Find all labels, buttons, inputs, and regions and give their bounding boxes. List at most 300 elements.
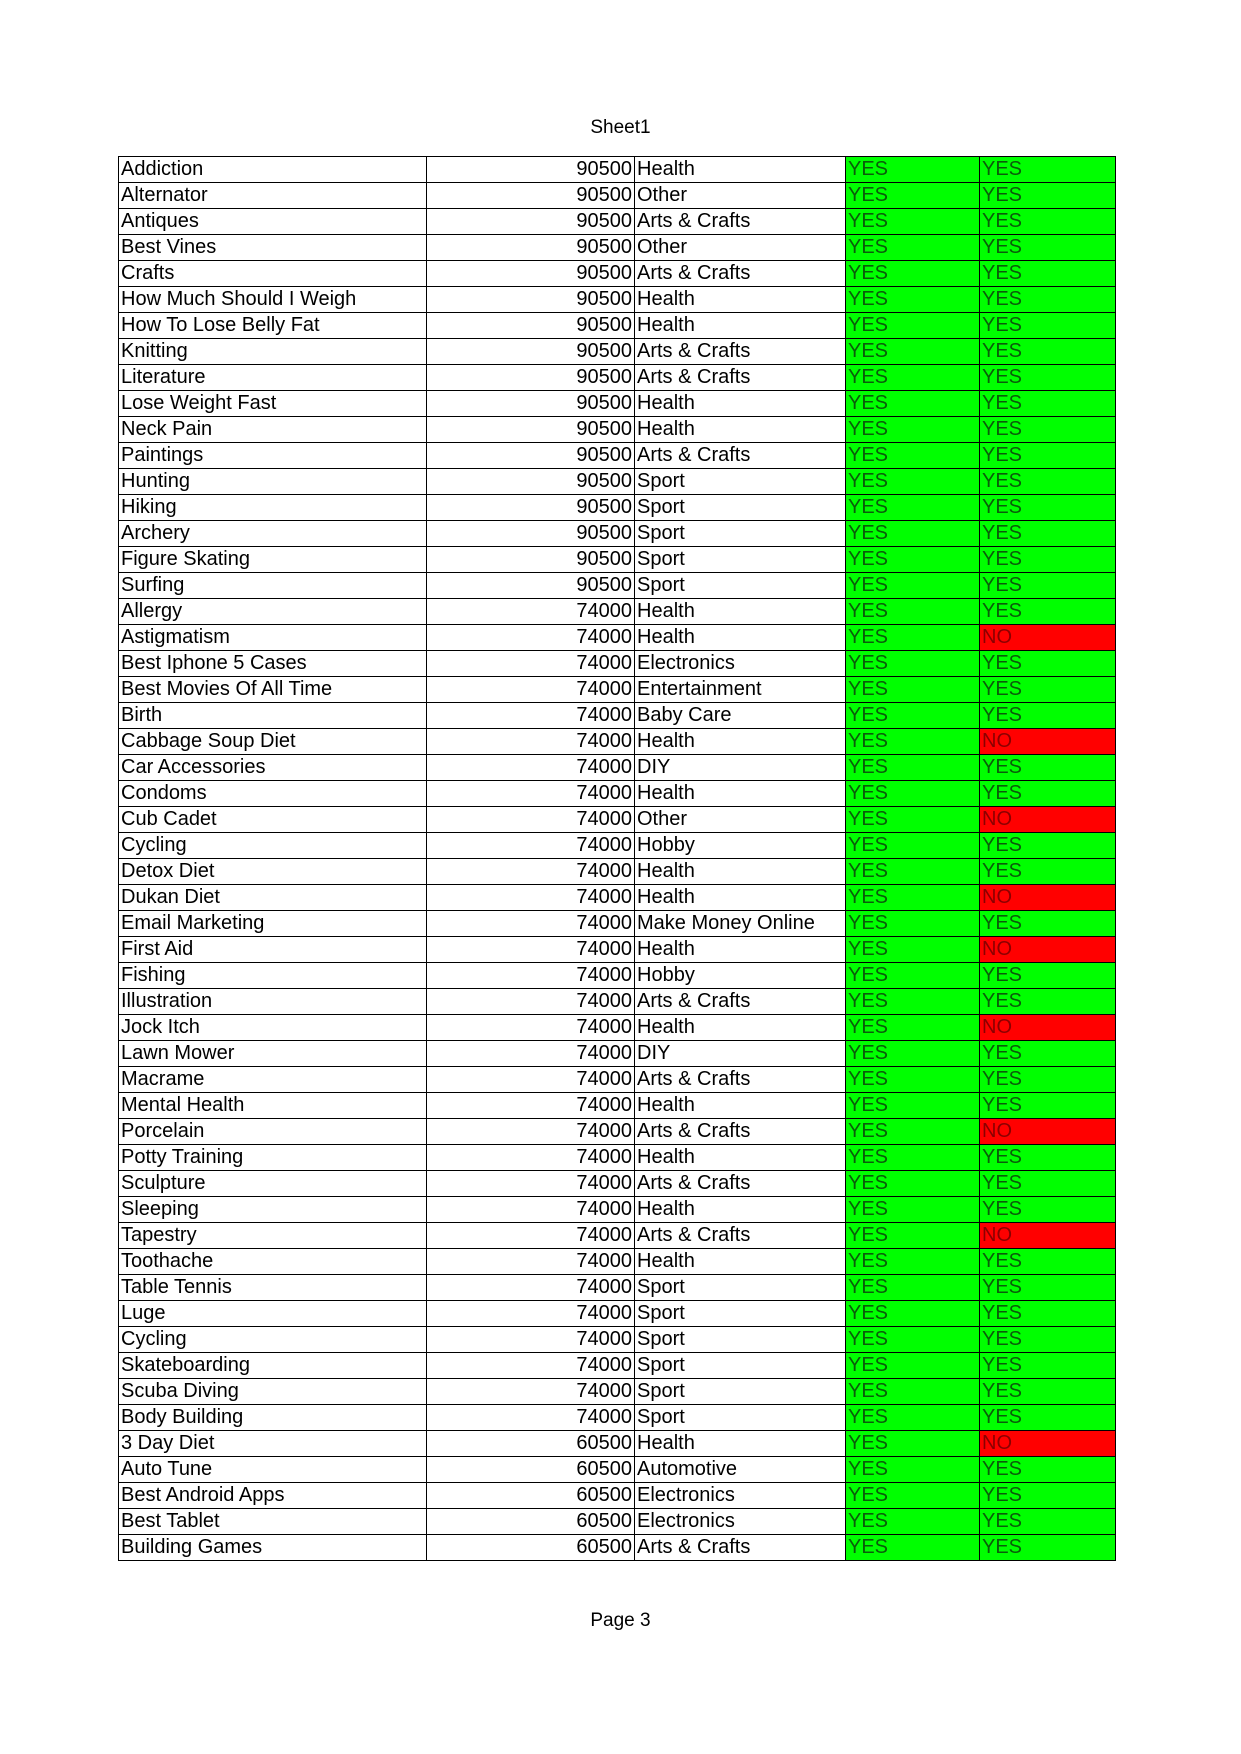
- table-row: [119, 963, 1116, 989]
- flag-a-cell[interactable]: YES: [846, 1535, 980, 1561]
- volume-cell[interactable]: 74000: [427, 1379, 635, 1405]
- flag-b-cell[interactable]: YES: [980, 443, 1116, 469]
- keyword-cell[interactable]: Best Android Apps: [119, 1483, 427, 1509]
- flag-a-cell[interactable]: YES: [846, 1509, 980, 1535]
- category-cell[interactable]: Sport: [635, 1275, 846, 1301]
- keyword-cell[interactable]: Antiques: [119, 209, 427, 235]
- volume-cell[interactable]: 74000: [427, 1223, 635, 1249]
- flag-b-cell[interactable]: YES: [980, 1353, 1116, 1379]
- volume-cell[interactable]: 74000: [427, 885, 635, 911]
- keyword-cell[interactable]: Literature: [119, 365, 427, 391]
- category-cell[interactable]: DIY: [635, 1041, 846, 1067]
- flag-a-cell[interactable]: YES: [846, 209, 980, 235]
- keyword-cell[interactable]: Crafts: [119, 261, 427, 287]
- flag-a-cell[interactable]: YES: [846, 261, 980, 287]
- table-row: [119, 1145, 1116, 1171]
- flag-a-cell[interactable]: YES: [846, 885, 980, 911]
- category-cell[interactable]: Arts & Crafts: [635, 1171, 846, 1197]
- flag-b-cell[interactable]: YES: [980, 911, 1116, 937]
- volume-cell[interactable]: 74000: [427, 1405, 635, 1431]
- table-row: [119, 651, 1116, 677]
- category-cell[interactable]: Health: [635, 157, 846, 183]
- keyword-cell[interactable]: Alternator: [119, 183, 427, 209]
- keyword-cell[interactable]: Sleeping: [119, 1197, 427, 1223]
- flag-b-cell[interactable]: YES: [980, 1067, 1116, 1093]
- category-cell[interactable]: Arts & Crafts: [635, 443, 846, 469]
- table-row: [119, 781, 1116, 807]
- category-cell[interactable]: Arts & Crafts: [635, 261, 846, 287]
- keyword-cell[interactable]: Jock Itch: [119, 1015, 427, 1041]
- flag-a-cell[interactable]: YES: [846, 469, 980, 495]
- table-row: [119, 755, 1116, 781]
- flag-b-cell[interactable]: YES: [980, 859, 1116, 885]
- flag-a-cell[interactable]: YES: [846, 1197, 980, 1223]
- keyword-cell[interactable]: Illustration: [119, 989, 427, 1015]
- flag-a-cell[interactable]: YES: [846, 937, 980, 963]
- volume-cell[interactable]: 74000: [427, 651, 635, 677]
- keyword-cell[interactable]: Detox Diet: [119, 859, 427, 885]
- flag-a-cell[interactable]: YES: [846, 703, 980, 729]
- category-cell[interactable]: Sport: [635, 1353, 846, 1379]
- volume-cell[interactable]: 74000: [427, 599, 635, 625]
- volume-cell[interactable]: 74000: [427, 781, 635, 807]
- volume-cell[interactable]: 74000: [427, 755, 635, 781]
- category-cell[interactable]: DIY: [635, 755, 846, 781]
- flag-b-cell[interactable]: YES: [980, 963, 1116, 989]
- category-cell[interactable]: Arts & Crafts: [635, 1223, 846, 1249]
- category-cell[interactable]: Electronics: [635, 1509, 846, 1535]
- table-row: [119, 911, 1116, 937]
- flag-a-cell[interactable]: YES: [846, 807, 980, 833]
- flag-a-cell[interactable]: YES: [846, 1431, 980, 1457]
- table-row: [119, 937, 1116, 963]
- category-cell[interactable]: Arts & Crafts: [635, 1067, 846, 1093]
- volume-cell[interactable]: 74000: [427, 1327, 635, 1353]
- flag-b-cell[interactable]: YES: [980, 599, 1116, 625]
- category-cell[interactable]: Make Money Online: [635, 911, 846, 937]
- keyword-cell[interactable]: Astigmatism: [119, 625, 427, 651]
- flag-b-cell[interactable]: YES: [980, 1483, 1116, 1509]
- flag-b-cell[interactable]: YES: [980, 339, 1116, 365]
- volume-cell[interactable]: 74000: [427, 989, 635, 1015]
- volume-cell[interactable]: 74000: [427, 703, 635, 729]
- volume-cell[interactable]: 90500: [427, 521, 635, 547]
- keyword-cell[interactable]: Figure Skating: [119, 547, 427, 573]
- table-row: [119, 209, 1116, 235]
- keyword-cell[interactable]: Building Games: [119, 1535, 427, 1561]
- category-cell[interactable]: Health: [635, 1015, 846, 1041]
- flag-b-cell[interactable]: YES: [980, 1145, 1116, 1171]
- volume-cell[interactable]: 90500: [427, 443, 635, 469]
- flag-a-cell[interactable]: YES: [846, 573, 980, 599]
- flag-b-cell[interactable]: YES: [980, 1249, 1116, 1275]
- volume-cell[interactable]: 90500: [427, 469, 635, 495]
- flag-b-cell[interactable]: YES: [980, 521, 1116, 547]
- flag-b-cell[interactable]: YES: [980, 1093, 1116, 1119]
- volume-cell[interactable]: 74000: [427, 1119, 635, 1145]
- flag-a-cell[interactable]: YES: [846, 1353, 980, 1379]
- flag-a-cell[interactable]: YES: [846, 287, 980, 313]
- category-cell[interactable]: Health: [635, 287, 846, 313]
- category-cell[interactable]: Sport: [635, 521, 846, 547]
- flag-b-cell[interactable]: YES: [980, 417, 1116, 443]
- keyword-cell[interactable]: How To Lose Belly Fat: [119, 313, 427, 339]
- category-cell[interactable]: Arts & Crafts: [635, 339, 846, 365]
- table-row: [119, 1353, 1116, 1379]
- keyword-cell[interactable]: Email Marketing: [119, 911, 427, 937]
- flag-b-cell[interactable]: NO: [980, 1223, 1116, 1249]
- flag-b-cell[interactable]: YES: [980, 1327, 1116, 1353]
- keyword-cell[interactable]: Car Accessories: [119, 755, 427, 781]
- flag-b-cell[interactable]: YES: [980, 1197, 1116, 1223]
- flag-a-cell[interactable]: YES: [846, 1171, 980, 1197]
- category-cell[interactable]: Health: [635, 1249, 846, 1275]
- volume-cell[interactable]: 74000: [427, 677, 635, 703]
- keyword-cell[interactable]: Scuba Diving: [119, 1379, 427, 1405]
- keyword-cell[interactable]: Birth: [119, 703, 427, 729]
- category-cell[interactable]: Hobby: [635, 833, 846, 859]
- sheet-title: Sheet1: [590, 117, 651, 138]
- keyword-cell[interactable]: Hunting: [119, 469, 427, 495]
- category-cell[interactable]: Other: [635, 235, 846, 261]
- category-cell[interactable]: Electronics: [635, 1483, 846, 1509]
- volume-cell[interactable]: 90500: [427, 183, 635, 209]
- table-row: [119, 1249, 1116, 1275]
- keyword-cell[interactable]: Knitting: [119, 339, 427, 365]
- category-cell[interactable]: Hobby: [635, 963, 846, 989]
- volume-cell[interactable]: 74000: [427, 963, 635, 989]
- category-cell[interactable]: Arts & Crafts: [635, 1119, 846, 1145]
- keyword-cell[interactable]: Lose Weight Fast: [119, 391, 427, 417]
- category-cell[interactable]: Health: [635, 1145, 846, 1171]
- volume-cell[interactable]: 60500: [427, 1535, 635, 1561]
- volume-cell[interactable]: 74000: [427, 1171, 635, 1197]
- volume-cell[interactable]: 90500: [427, 339, 635, 365]
- flag-a-cell[interactable]: YES: [846, 339, 980, 365]
- flag-a-cell[interactable]: YES: [846, 313, 980, 339]
- category-cell[interactable]: Health: [635, 599, 846, 625]
- table-row: [119, 1509, 1116, 1535]
- flag-a-cell[interactable]: YES: [846, 651, 980, 677]
- flag-b-cell[interactable]: NO: [980, 1119, 1116, 1145]
- category-cell[interactable]: Arts & Crafts: [635, 209, 846, 235]
- category-cell[interactable]: Health: [635, 1431, 846, 1457]
- volume-cell[interactable]: 90500: [427, 365, 635, 391]
- category-cell[interactable]: Health: [635, 885, 846, 911]
- category-cell[interactable]: Sport: [635, 1405, 846, 1431]
- keyword-cell[interactable]: Cub Cadet: [119, 807, 427, 833]
- volume-cell[interactable]: 60500: [427, 1431, 635, 1457]
- volume-cell[interactable]: 90500: [427, 547, 635, 573]
- category-cell[interactable]: Other: [635, 183, 846, 209]
- volume-cell[interactable]: 74000: [427, 807, 635, 833]
- flag-b-cell[interactable]: YES: [980, 1041, 1116, 1067]
- flag-b-cell[interactable]: YES: [980, 1405, 1116, 1431]
- keyword-cell[interactable]: Tapestry: [119, 1223, 427, 1249]
- keyword-cell[interactable]: Neck Pain: [119, 417, 427, 443]
- table-row: [119, 547, 1116, 573]
- flag-a-cell[interactable]: YES: [846, 833, 980, 859]
- keyword-cell[interactable]: Surfing: [119, 573, 427, 599]
- flag-a-cell[interactable]: YES: [846, 963, 980, 989]
- volume-cell[interactable]: 90500: [427, 261, 635, 287]
- flag-b-cell[interactable]: YES: [980, 209, 1116, 235]
- volume-cell[interactable]: 74000: [427, 859, 635, 885]
- flag-b-cell[interactable]: YES: [980, 989, 1116, 1015]
- flag-a-cell[interactable]: YES: [846, 521, 980, 547]
- volume-cell[interactable]: 74000: [427, 1275, 635, 1301]
- category-cell[interactable]: Sport: [635, 1379, 846, 1405]
- flag-a-cell[interactable]: YES: [846, 183, 980, 209]
- flag-a-cell[interactable]: YES: [846, 1275, 980, 1301]
- flag-b-cell[interactable]: NO: [980, 937, 1116, 963]
- flag-a-cell[interactable]: YES: [846, 1041, 980, 1067]
- keyword-cell[interactable]: Archery: [119, 521, 427, 547]
- keyword-cell[interactable]: Best Vines: [119, 235, 427, 261]
- flag-a-cell[interactable]: YES: [846, 1457, 980, 1483]
- flag-b-cell[interactable]: YES: [980, 1535, 1116, 1561]
- volume-cell[interactable]: 74000: [427, 1093, 635, 1119]
- category-cell[interactable]: Other: [635, 807, 846, 833]
- volume-cell[interactable]: 90500: [427, 313, 635, 339]
- flag-b-cell[interactable]: YES: [980, 157, 1116, 183]
- category-cell[interactable]: Arts & Crafts: [635, 365, 846, 391]
- flag-a-cell[interactable]: YES: [846, 365, 980, 391]
- keyword-cell[interactable]: First Aid: [119, 937, 427, 963]
- flag-a-cell[interactable]: YES: [846, 989, 980, 1015]
- category-cell[interactable]: Sport: [635, 547, 846, 573]
- category-cell[interactable]: Health: [635, 729, 846, 755]
- flag-a-cell[interactable]: YES: [846, 391, 980, 417]
- flag-b-cell[interactable]: YES: [980, 1301, 1116, 1327]
- keyword-cell[interactable]: Luge: [119, 1301, 427, 1327]
- table-row: [119, 1405, 1116, 1431]
- category-cell[interactable]: Entertainment: [635, 677, 846, 703]
- flag-b-cell[interactable]: NO: [980, 1015, 1116, 1041]
- category-cell[interactable]: Health: [635, 1093, 846, 1119]
- table-row: [119, 807, 1116, 833]
- category-cell[interactable]: Sport: [635, 1301, 846, 1327]
- flag-a-cell[interactable]: YES: [846, 1119, 980, 1145]
- volume-cell[interactable]: 74000: [427, 911, 635, 937]
- flag-b-cell[interactable]: YES: [980, 651, 1116, 677]
- category-cell[interactable]: Health: [635, 1197, 846, 1223]
- flag-a-cell[interactable]: YES: [846, 1379, 980, 1405]
- flag-b-cell[interactable]: YES: [980, 703, 1116, 729]
- table-row: [119, 885, 1116, 911]
- keyword-cell[interactable]: Best Iphone 5 Cases: [119, 651, 427, 677]
- flag-a-cell[interactable]: YES: [846, 1015, 980, 1041]
- keyword-cell[interactable]: Body Building: [119, 1405, 427, 1431]
- flag-a-cell[interactable]: YES: [846, 1301, 980, 1327]
- keyword-cell[interactable]: Best Tablet: [119, 1509, 427, 1535]
- volume-cell[interactable]: 90500: [427, 235, 635, 261]
- volume-cell[interactable]: 74000: [427, 729, 635, 755]
- volume-cell[interactable]: 74000: [427, 625, 635, 651]
- table-row: [119, 1275, 1116, 1301]
- table-row: [119, 599, 1116, 625]
- flag-b-cell[interactable]: YES: [980, 1457, 1116, 1483]
- table-row: [119, 157, 1116, 183]
- flag-a-cell[interactable]: YES: [846, 547, 980, 573]
- keyword-cell[interactable]: Table Tennis: [119, 1275, 427, 1301]
- category-cell[interactable]: Sport: [635, 469, 846, 495]
- flag-a-cell[interactable]: YES: [846, 911, 980, 937]
- flag-b-cell[interactable]: NO: [980, 807, 1116, 833]
- flag-b-cell[interactable]: YES: [980, 833, 1116, 859]
- volume-cell[interactable]: 74000: [427, 1067, 635, 1093]
- category-cell[interactable]: Sport: [635, 573, 846, 599]
- keyword-cell[interactable]: Skateboarding: [119, 1353, 427, 1379]
- flag-b-cell[interactable]: YES: [980, 495, 1116, 521]
- flag-a-cell[interactable]: YES: [846, 729, 980, 755]
- category-cell[interactable]: Sport: [635, 1327, 846, 1353]
- keyword-cell[interactable]: Best Movies Of All Time: [119, 677, 427, 703]
- table-row: [119, 495, 1116, 521]
- flag-a-cell[interactable]: YES: [846, 859, 980, 885]
- flag-a-cell[interactable]: YES: [846, 1093, 980, 1119]
- flag-b-cell[interactable]: YES: [980, 287, 1116, 313]
- flag-b-cell[interactable]: YES: [980, 781, 1116, 807]
- volume-cell[interactable]: 90500: [427, 495, 635, 521]
- table-row: [119, 1119, 1116, 1145]
- flag-a-cell[interactable]: YES: [846, 781, 980, 807]
- flag-b-cell[interactable]: YES: [980, 1379, 1116, 1405]
- volume-cell[interactable]: 90500: [427, 391, 635, 417]
- flag-b-cell[interactable]: YES: [980, 677, 1116, 703]
- flag-b-cell[interactable]: NO: [980, 729, 1116, 755]
- keyword-cell[interactable]: Hiking: [119, 495, 427, 521]
- table-row: [119, 573, 1116, 599]
- category-cell[interactable]: Health: [635, 417, 846, 443]
- flag-b-cell[interactable]: YES: [980, 1171, 1116, 1197]
- category-cell[interactable]: Electronics: [635, 651, 846, 677]
- keyword-cell[interactable]: Toothache: [119, 1249, 427, 1275]
- volume-cell[interactable]: 90500: [427, 157, 635, 183]
- category-cell[interactable]: Baby Care: [635, 703, 846, 729]
- volume-cell[interactable]: 74000: [427, 1015, 635, 1041]
- flag-b-cell[interactable]: YES: [980, 573, 1116, 599]
- volume-cell[interactable]: 74000: [427, 1041, 635, 1067]
- volume-cell[interactable]: 60500: [427, 1509, 635, 1535]
- keyword-cell[interactable]: Cycling: [119, 1327, 427, 1353]
- flag-a-cell[interactable]: YES: [846, 755, 980, 781]
- flag-a-cell[interactable]: YES: [846, 1145, 980, 1171]
- volume-cell[interactable]: 74000: [427, 1249, 635, 1275]
- flag-a-cell[interactable]: YES: [846, 599, 980, 625]
- flag-a-cell[interactable]: YES: [846, 417, 980, 443]
- volume-cell[interactable]: 74000: [427, 1145, 635, 1171]
- category-cell[interactable]: Sport: [635, 495, 846, 521]
- keyword-cell[interactable]: Lawn Mower: [119, 1041, 427, 1067]
- flag-b-cell[interactable]: NO: [980, 885, 1116, 911]
- keyword-cell[interactable]: Paintings: [119, 443, 427, 469]
- category-cell[interactable]: Health: [635, 391, 846, 417]
- keyword-cell[interactable]: How Much Should I Weigh: [119, 287, 427, 313]
- volume-cell[interactable]: 74000: [427, 1353, 635, 1379]
- keyword-cell[interactable]: Allergy: [119, 599, 427, 625]
- keyword-cell[interactable]: Auto Tune: [119, 1457, 427, 1483]
- keyword-cell[interactable]: Porcelain: [119, 1119, 427, 1145]
- volume-cell[interactable]: 90500: [427, 417, 635, 443]
- flag-b-cell[interactable]: YES: [980, 365, 1116, 391]
- flag-a-cell[interactable]: YES: [846, 495, 980, 521]
- category-cell[interactable]: Arts & Crafts: [635, 989, 846, 1015]
- keyword-cell[interactable]: Cycling: [119, 833, 427, 859]
- flag-b-cell[interactable]: NO: [980, 1431, 1116, 1457]
- volume-cell[interactable]: 90500: [427, 287, 635, 313]
- keyword-cell[interactable]: Cabbage Soup Diet: [119, 729, 427, 755]
- category-cell[interactable]: Health: [635, 859, 846, 885]
- keyword-cell[interactable]: Fishing: [119, 963, 427, 989]
- keyword-cell[interactable]: Mental Health: [119, 1093, 427, 1119]
- table-row: [119, 1093, 1116, 1119]
- volume-cell[interactable]: 90500: [427, 573, 635, 599]
- volume-cell[interactable]: 74000: [427, 833, 635, 859]
- volume-cell[interactable]: 74000: [427, 1301, 635, 1327]
- volume-cell[interactable]: 74000: [427, 1197, 635, 1223]
- table-row: [119, 391, 1116, 417]
- volume-cell[interactable]: 74000: [427, 937, 635, 963]
- flag-a-cell[interactable]: YES: [846, 157, 980, 183]
- category-cell[interactable]: Health: [635, 781, 846, 807]
- flag-a-cell[interactable]: YES: [846, 625, 980, 651]
- keyword-cell[interactable]: 3 Day Diet: [119, 1431, 427, 1457]
- table-row: [119, 287, 1116, 313]
- flag-b-cell[interactable]: YES: [980, 313, 1116, 339]
- category-cell[interactable]: Arts & Crafts: [635, 1535, 846, 1561]
- flag-a-cell[interactable]: YES: [846, 443, 980, 469]
- flag-a-cell[interactable]: YES: [846, 235, 980, 261]
- keyword-cell[interactable]: Dukan Diet: [119, 885, 427, 911]
- keyword-cell[interactable]: Potty Training: [119, 1145, 427, 1171]
- flag-b-cell[interactable]: YES: [980, 755, 1116, 781]
- flag-b-cell[interactable]: YES: [980, 261, 1116, 287]
- flag-b-cell[interactable]: YES: [980, 235, 1116, 261]
- flag-b-cell[interactable]: YES: [980, 469, 1116, 495]
- keyword-cell[interactable]: Macrame: [119, 1067, 427, 1093]
- flag-b-cell[interactable]: YES: [980, 183, 1116, 209]
- flag-b-cell[interactable]: NO: [980, 625, 1116, 651]
- flag-a-cell[interactable]: YES: [846, 1405, 980, 1431]
- flag-a-cell[interactable]: YES: [846, 1067, 980, 1093]
- table-row: [119, 1535, 1116, 1561]
- keyword-cell[interactable]: Sculpture: [119, 1171, 427, 1197]
- flag-b-cell[interactable]: YES: [980, 1275, 1116, 1301]
- category-cell[interactable]: Health: [635, 313, 846, 339]
- volume-cell[interactable]: 90500: [427, 209, 635, 235]
- flag-a-cell[interactable]: YES: [846, 1327, 980, 1353]
- flag-b-cell[interactable]: YES: [980, 1509, 1116, 1535]
- keyword-cell[interactable]: Condoms: [119, 781, 427, 807]
- table-row: [119, 1301, 1116, 1327]
- keyword-cell[interactable]: Addiction: [119, 157, 427, 183]
- category-cell[interactable]: Health: [635, 625, 846, 651]
- flag-b-cell[interactable]: YES: [980, 391, 1116, 417]
- category-cell[interactable]: Automotive: [635, 1457, 846, 1483]
- category-cell[interactable]: Health: [635, 937, 846, 963]
- flag-a-cell[interactable]: YES: [846, 1249, 980, 1275]
- flag-a-cell[interactable]: YES: [846, 677, 980, 703]
- table-row: [119, 1431, 1116, 1457]
- table-row: [119, 313, 1116, 339]
- volume-cell[interactable]: 60500: [427, 1457, 635, 1483]
- flag-b-cell[interactable]: YES: [980, 547, 1116, 573]
- table-row: [119, 1171, 1116, 1197]
- volume-cell[interactable]: 60500: [427, 1483, 635, 1509]
- flag-a-cell[interactable]: YES: [846, 1483, 980, 1509]
- flag-a-cell[interactable]: YES: [846, 1223, 980, 1249]
